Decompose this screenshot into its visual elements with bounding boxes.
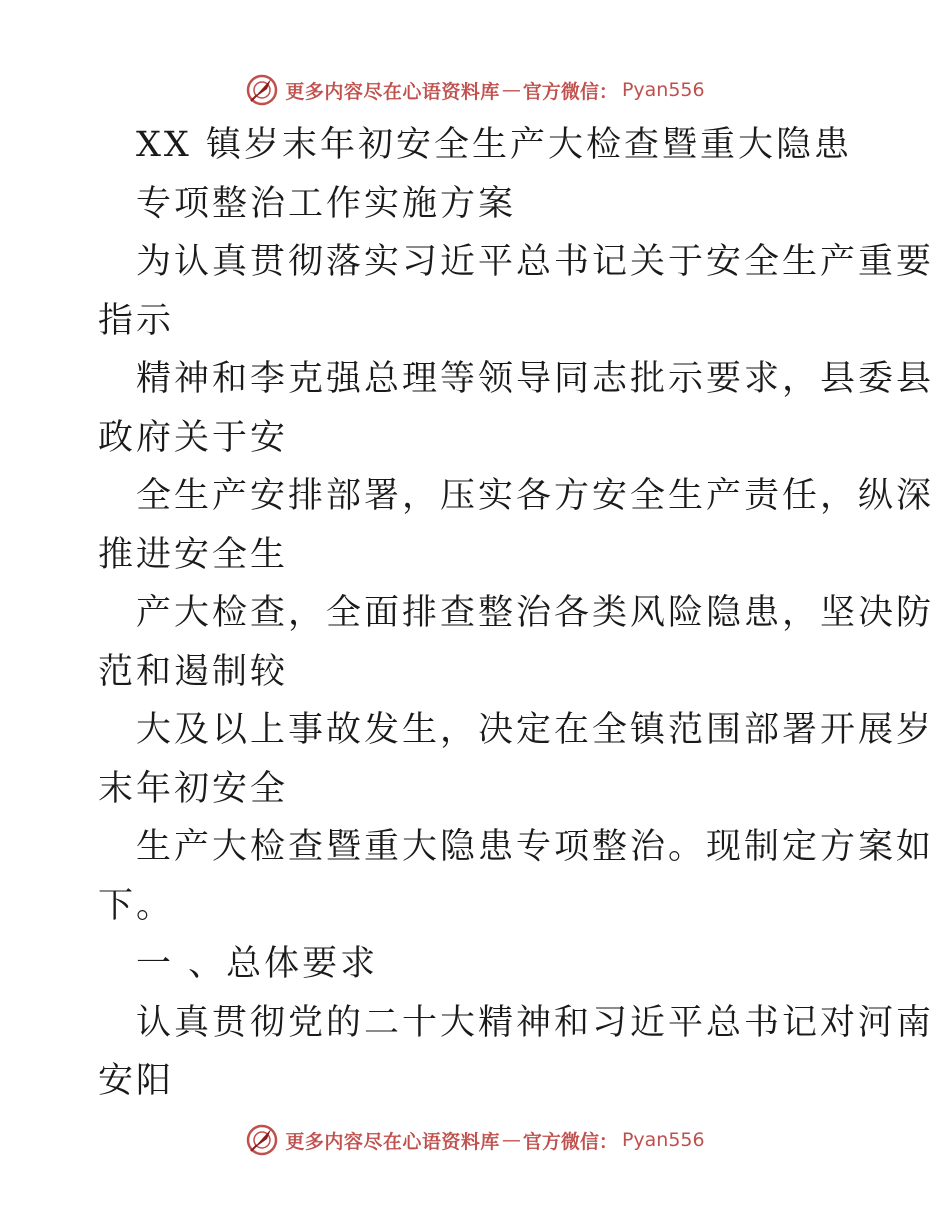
paragraph-line: 精神和李克强总理等领导同志批示要求，县委县 xyxy=(136,359,935,399)
header-watermark xyxy=(0,70,950,110)
quill-logo-icon xyxy=(245,73,279,107)
paragraph-line: 指示 xyxy=(98,300,175,341)
paragraph-line: 推进安全生 xyxy=(98,534,289,575)
watermark-main-text: 更多内容尽在心语资料库 xyxy=(285,80,500,103)
paragraph-line: 全生产安排部署，压实各方安全生产责任，纵深 xyxy=(136,476,935,516)
paragraph-line: 认真贯彻党的二十大精神和习近平总书记对河南 xyxy=(136,1002,935,1043)
watermark-contact-id: Pyan556 xyxy=(621,1129,705,1151)
watermark-separator: — xyxy=(501,1129,521,1151)
watermark-separator: — xyxy=(501,79,521,101)
watermark-contact-id: Pyan556 xyxy=(621,79,705,101)
paragraph-line: 政府关于安 xyxy=(98,417,289,458)
paragraph-line: 末年初安全 xyxy=(98,768,289,809)
watermark-main-text: 更多内容尽在心语资料库 xyxy=(285,1130,500,1153)
paragraph-line: 范和遏制较 xyxy=(98,651,289,692)
section-heading: 一 、总体要求 xyxy=(136,944,379,984)
paragraph-line: 下。 xyxy=(98,885,175,926)
quill-logo-icon xyxy=(245,1123,279,1157)
title-line-2: 专项整治工作实施方案 xyxy=(136,183,517,224)
title-line-1: XX 镇岁末年初安全生产大检查暨重大隐患 xyxy=(136,125,852,165)
watermark-contact-label: 官方微信： xyxy=(522,80,618,103)
paragraph-line: 为认真贯彻落实习近平总书记关于安全生产重要 xyxy=(136,242,935,282)
paragraph-line: 大及以上事故发生，决定在全镇范围部署开展岁 xyxy=(136,710,935,750)
document-body xyxy=(98,116,935,1111)
paragraph-line: 安阳 xyxy=(98,1061,175,1101)
paragraph-line: 生产大检查暨重大隐患专项整治。现制定方案如 xyxy=(136,827,935,867)
paragraph-line: 产大检查，全面排查整治各类风险隐患，坚决防 xyxy=(136,593,935,633)
footer-watermark xyxy=(0,1120,950,1160)
watermark-contact-label: 官方微信： xyxy=(522,1130,618,1153)
